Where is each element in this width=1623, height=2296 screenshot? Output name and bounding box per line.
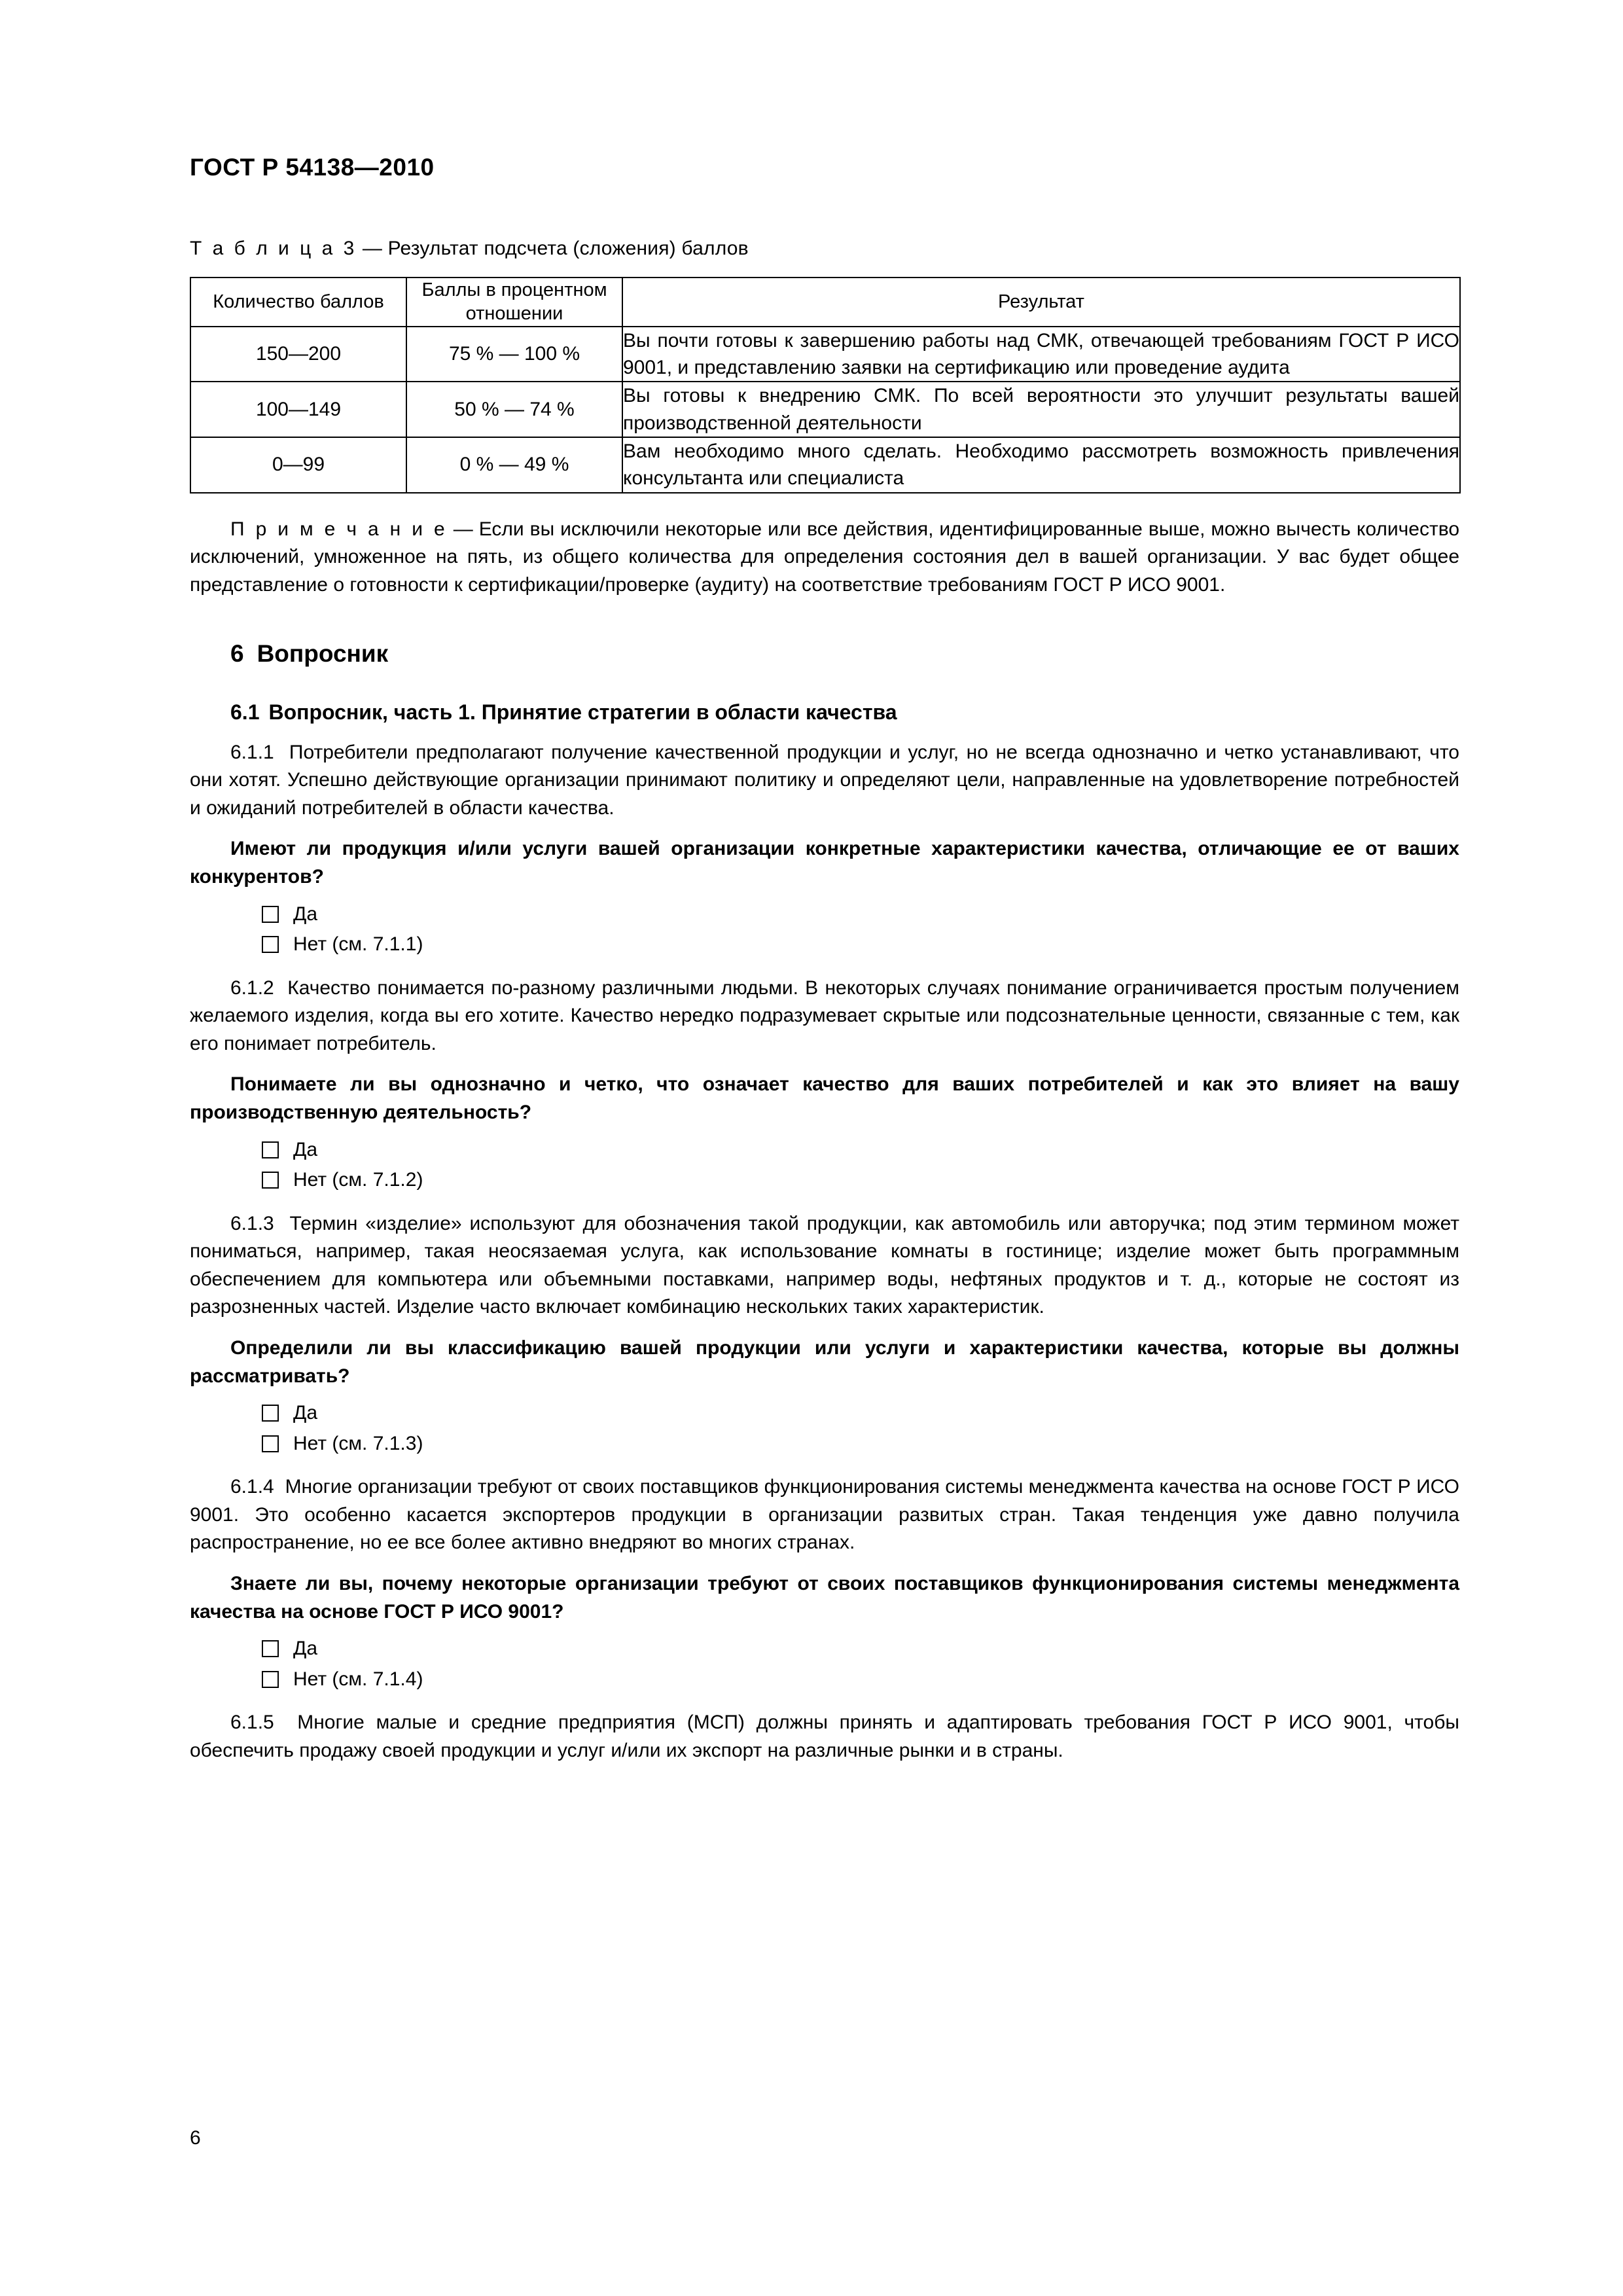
item-number: 6.1.5 [230,1712,274,1734]
item-text: Многие организации требуют от своих поставщиков функционирования системы менеджмента качества на основе ГОСТ Р ИСО 9001. Это особенно касается экспортеров продукции в организации развитых стран. Такая тенденция уже давно получила распространение, но ее все более активно внедряют во многих странах. [190,1476,1459,1554]
paragraph-6-1-5 [190,1709,1459,1765]
answer-option-no[interactable] [262,1429,1459,1460]
page-number: 6 [190,2127,201,2149]
paragraph-6-1-1 [190,739,1459,823]
answer-label: Нет (см. 7.1.1) [293,933,423,956]
cell-percent: 75 % — 100 % [406,327,622,382]
answer-option-no[interactable] [262,929,1459,960]
table-caption-label: Т а б л и ц а 3 [190,238,357,259]
item-number: 6.1.3 [230,1212,274,1234]
item-text: Многие малые и средние предприятия (МСП) должны принять и адаптировать требования ГОСТ Р ИСО 9001, чтобы обеспечить продажу своей продукции и услуг и/или их экспорт на различные рынки и в страны. [190,1712,1459,1761]
checkbox-icon[interactable] [262,906,279,923]
score-results-table [190,277,1461,493]
section-heading-6 [190,640,1459,668]
question-6-1-4: Знаете ли вы, почему некоторые организации требуют от своих поставщиков функционирования системы менеджмента качества на основе ГОСТ Р ИСО 9001? [190,1572,1459,1623]
answer-label: Нет (см. 7.1.4) [293,1668,423,1690]
subsection-heading-6-1 [190,700,1459,725]
checkbox-icon[interactable] [262,1172,279,1189]
cell-score: 150—200 [190,327,406,382]
cell-result: Вы готовы к внедрению СМК. По всей вероятности это улучшит результаты вашей производственной деятельности [622,382,1460,437]
item-number: 6.1.2 [230,977,274,999]
answer-label: Да [293,1402,318,1424]
answer-option-yes[interactable] [262,899,1459,930]
cell-score: 100—149 [190,382,406,437]
item-text: Потребители предполагают получение качественной продукции и услуг, но не всегда однозначно и четко устанавливают, что они хотят. Успешно действующие организации принимают политику и определяют цели, направленные на удовлетворение потребностей и ожиданий потребителей в области качества. [190,741,1459,819]
subsection-number: 6.1 [230,700,260,724]
answer-option-no[interactable] [262,1664,1459,1695]
answer-label: Нет (см. 7.1.3) [293,1432,423,1454]
question-6-1-1: Имеют ли продукция и/или услуги вашей организации конкретные характеристики качества, отличающие ее от ваших конкурентов? [190,838,1459,888]
section-number: 6 [230,639,244,667]
paragraph-6-1-4 [190,1473,1459,1557]
cell-result: Вы почти готовы к завершению работы над СМК, отвечающей требованиям ГОСТ Р ИСО 9001, и представлению заявки на сертификацию или проведение аудита [622,327,1460,382]
section-title: Вопросник [257,639,389,667]
checkbox-icon[interactable] [262,1435,279,1452]
paragraph-6-1-2 [190,975,1459,1058]
answer-label: Да [293,1138,318,1160]
answer-label: Да [293,903,318,925]
checkbox-icon[interactable] [262,1405,279,1422]
table-row [190,382,1460,437]
table-header-result: Результат [622,278,1460,327]
checkbox-icon[interactable] [262,1141,279,1158]
cell-score: 0—99 [190,437,406,493]
answer-group-6-1-3 [190,1398,1459,1459]
table-header-row [190,278,1460,327]
answer-group-6-1-4 [190,1634,1459,1695]
paragraph-6-1-3 [190,1210,1459,1321]
answer-option-no[interactable] [262,1165,1459,1196]
checkbox-icon[interactable] [262,936,279,953]
cell-result: Вам необходимо много сделать. Необходимо рассмотреть возможность привлечения консультанта или специалиста [622,437,1460,493]
note-text: — Если вы исключили некоторые или все действия, идентифицированные выше, можно вычесть количество исключений, умноженное на пять, из общего количества для определения состояния дел в вашей организации. У вас будет общее представление о готовности к сертификации/проверке (аудиту) на соответствие требованиям ГОСТ Р ИСО 9001. [190,518,1460,596]
table-header-score: Количество баллов [190,278,406,327]
checkbox-icon[interactable] [262,1671,279,1688]
table-note [190,516,1459,600]
answer-option-yes[interactable] [262,1135,1459,1166]
item-number: 6.1.1 [230,741,274,763]
answer-label: Да [293,1638,318,1660]
cell-percent: 0 % — 49 % [406,437,622,493]
cell-percent: 50 % — 74 % [406,382,622,437]
table-caption-text: — Результат подсчета (сложения) баллов [357,238,749,259]
item-number: 6.1.4 [230,1476,274,1498]
table-row [190,327,1460,382]
answer-option-yes[interactable] [262,1398,1459,1429]
answer-group-6-1-1 [190,899,1459,960]
page-content [190,154,1459,1765]
item-text: Термин «изделие» используют для обозначения такой продукции, как автомобиль или авторучка; под этим термином может пониматься, например, такая неосязаемая услуга, как использование комнаты в гостинице; изделие может быть программным обеспечением для компьютера или объемными поставками, например воды, нефтяных продуктов и т. д., которые не состоят из разрозненных частей. Изделие часто включает комбинацию нескольких таких характеристик. [190,1212,1460,1318]
answer-group-6-1-2 [190,1135,1459,1196]
table-caption [190,238,1459,260]
question-6-1-2: Понимаете ли вы однозначно и четко, что означает качество для ваших потребителей и как это влияет на вашу производственную деятельность? [190,1073,1459,1123]
answer-label: Нет (см. 7.1.2) [293,1169,423,1191]
table-row [190,437,1460,493]
question-6-1-3: Определили ли вы классификацию вашей продукции или услуги и характеристики качества, которые вы должны рассматривать? [190,1336,1459,1387]
checkbox-icon[interactable] [262,1640,279,1657]
table-header-percent: Баллы в процентном отношении [406,278,622,327]
subsection-title: Вопросник, часть 1. Принятие стратегии в области качества [268,700,897,724]
document-standard-header: ГОСТ Р 54138—2010 [190,154,435,181]
note-label: П р и м е ч а н и е [230,518,448,540]
answer-option-yes[interactable] [262,1634,1459,1664]
item-text: Качество понимается по-разному различными людьми. В некоторых случаях понимание ограничивается простым получением желаемого изделия, когда вы его хотите. Качество нередко подразумевает скрытые или подсознательные ценности, связанные с тем, как его понимает потребитель. [190,977,1459,1054]
